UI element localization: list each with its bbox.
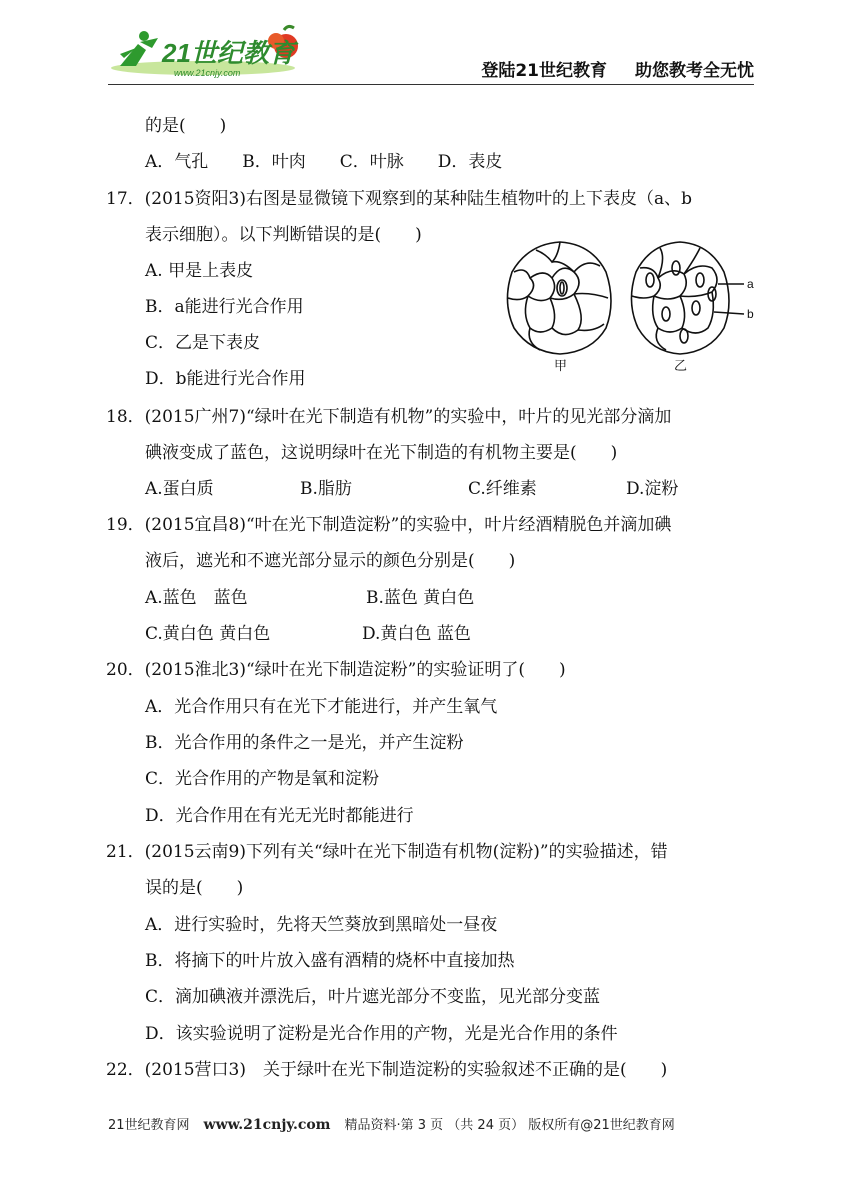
option-d: D．该实验说明了淀粉是光合作用的产物，光是光合作用的条件 [145,1024,618,1044]
footer-site: 21世纪教育网 [108,1118,190,1133]
text-line: 液后，遮光和不遮光部分显示的颜色分别是( ) [145,551,516,571]
slogan-left: 登陆21世纪教育 [481,61,607,81]
option-b: B.脂肪 [300,479,352,499]
option-b: B．光合作用的条件之一是光，并产生淀粉 [145,733,464,753]
option-d: D.淀粉 [626,479,679,499]
text-line: 表示细胞）。以下判断错误的是( ) [145,225,422,245]
option-c: C.纤维素 [468,479,537,499]
slogan-right: 助您教考全无忧 [635,61,754,81]
option-b: B.蓝色 黄白色 [366,588,475,608]
option-a: A.蛋白质 [145,479,214,499]
option-b: B．将摘下的叶片放入盛有酒精的烧杯中直接加热 [145,951,515,971]
site-logo [108,20,308,82]
option-c: C．滴加碘液并漂洗后，叶片遮光部分不变监，见光部分变蓝 [145,987,601,1007]
option-c: C.黄白色 黄白色 [145,624,271,644]
text-line: 碘液变成了蓝色，这说明绿叶在光下制造的有机物主要是( ) [145,443,618,463]
logo-text: 21世纪教育 [162,38,295,68]
header-divider [108,84,754,85]
option-d: D．b能进行光合作用 [145,369,306,389]
figure-label-a: a [747,277,754,291]
figure-label-jia: 甲 [554,358,568,373]
option-b: B．a能进行光合作用 [145,297,304,317]
question-18: 18．(2015广州7)“绿叶在光下制造有机物”的实验中，叶片的见光部分滴加 [106,407,672,427]
question-21: 21．(2015云南9)下列有关“绿叶在光下制造有机物(淀粉)”的实验描述，错 [106,842,668,862]
option-c: C．光合作用的产物是氧和淀粉 [145,769,380,789]
figure-label-b: b [747,307,754,321]
page-footer [108,1114,675,1133]
question-19: 19．(2015宜昌8)“叶在光下制造淀粉”的实验中，叶片经酒精脱色并滴加碘 [106,515,672,535]
question-22: 22．(2015营口3) 关于绿叶在光下制造淀粉的实验叙述不正确的是( ) [106,1060,668,1080]
question-17: 17．(2015资阳3)右图是显微镜下观察到的某种陆生植物叶的上下表皮（a、b [106,189,692,209]
option-a: A．光合作用只有在光下才能进行，并产生氧气 [145,697,498,717]
figure-label-yi: 乙 [674,358,688,373]
option-a: A.蓝色 蓝色 [145,588,248,608]
leaf-epidermis-figure [500,232,766,378]
text-line: 误的是( ) [145,878,244,898]
question-20: 20．(2015淮北3)“绿叶在光下制造淀粉”的实验证明了( ) [106,660,566,680]
text-line: A．气孔 B．叶肉 C．叶脉 D．表皮 [145,152,503,172]
option-a: A. 甲是上表皮 [145,261,254,281]
option-d: D.黄白色 蓝色 [362,624,471,644]
option-d: D．光合作用在有光无光时都能进行 [145,806,414,826]
logo-url: www.21cnjy.com [174,68,241,78]
page-header [108,20,754,84]
header-slogan [481,56,754,81]
footer-url[interactable]: www.21cnjy.com [203,1117,331,1133]
option-a: A．进行实验时，先将天竺葵放到黑暗处一昼夜 [145,915,498,935]
text-line: 的是( ) [145,116,227,136]
footer-page-info: 精品资料·第 3 页 （共 24 页） 版权所有@21世纪教育网 [344,1118,675,1133]
option-c: C．乙是下表皮 [145,333,261,353]
